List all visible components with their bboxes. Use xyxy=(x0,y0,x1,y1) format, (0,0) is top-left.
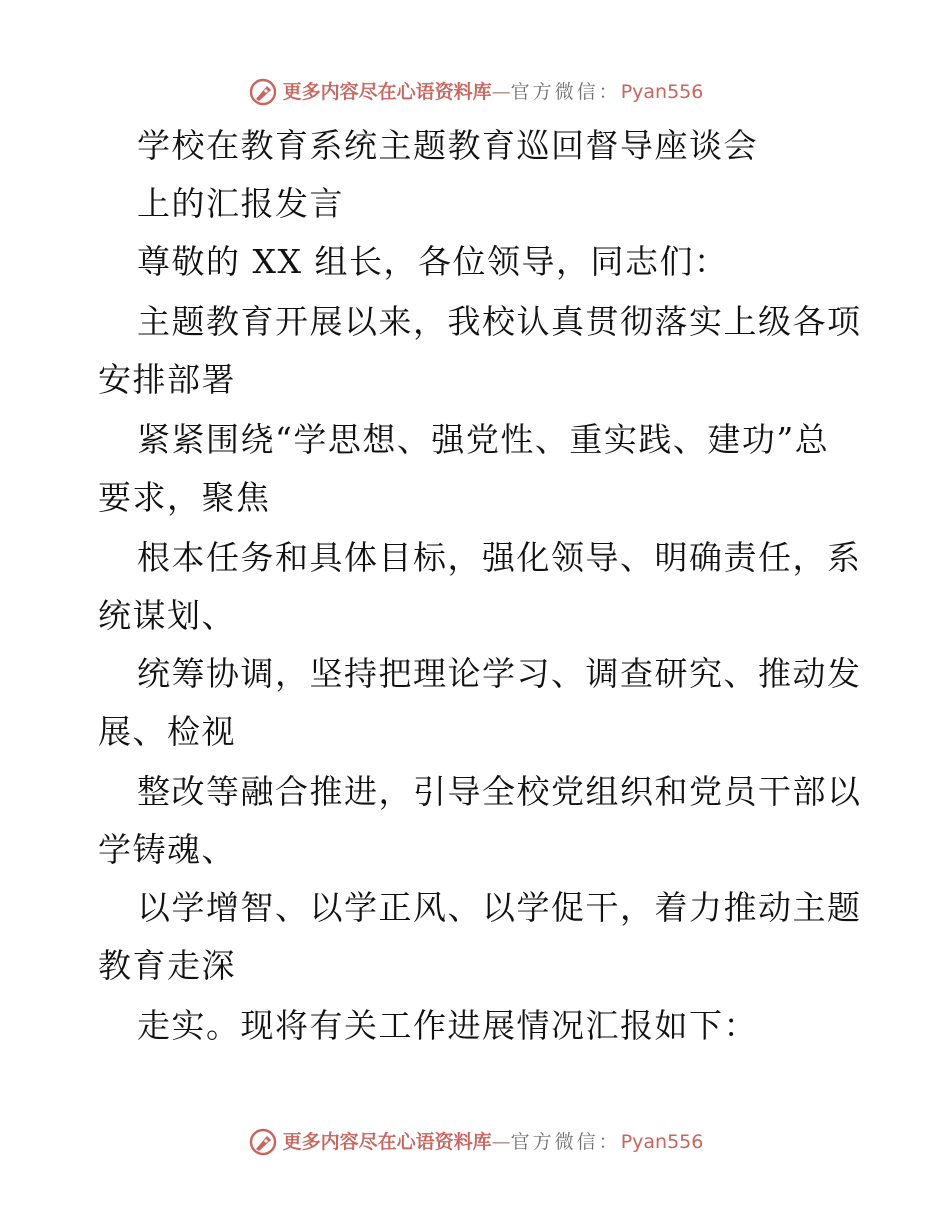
watermark-main-text: 更多内容尽在心语资料库 xyxy=(282,81,492,103)
document-title-line-2: 上的汇报发言 xyxy=(137,184,344,223)
watermark-dash: — xyxy=(491,81,511,103)
paragraph-line: 主题教育开展以来，我校认真贯彻落实上级各项 xyxy=(137,302,862,341)
header-watermark xyxy=(0,76,950,108)
document-title-line-1: 学校在教育系统主题教育巡回督导座谈会 xyxy=(137,126,758,165)
paragraph-line: 根本任务和具体目标，强化领导、明确责任，系 xyxy=(137,538,862,577)
paragraph-line: 学铸魂、 xyxy=(98,830,236,869)
paragraph-line: 统筹协调，坚持把理论学习、调查研究、推动发 xyxy=(137,654,862,693)
watermark-wechat-id: Pyan556 xyxy=(620,81,704,103)
watermark-sub-text: 官方微信： xyxy=(510,1131,621,1153)
watermark-dash: — xyxy=(491,1131,511,1153)
salutation: 尊敬的 XX 组长，各位领导，同志们： xyxy=(137,242,729,281)
watermark-main-text: 更多内容尽在心语资料库 xyxy=(282,1131,492,1153)
paragraph-line: 走实。现将有关工作进展情况汇报如下： xyxy=(137,1006,758,1045)
paragraph-line: 紧紧围绕“学思想、强党性、重实践、建功”总 xyxy=(137,420,830,459)
paragraph-line: 教育走深 xyxy=(98,946,236,985)
footer-watermark xyxy=(0,1126,950,1158)
paragraph-line: 展、检视 xyxy=(98,712,236,751)
watermark-sub-text: 官方微信： xyxy=(510,81,621,103)
paragraph-line: 统谋划、 xyxy=(98,596,236,635)
paragraph-line: 安排部署 xyxy=(98,360,236,399)
pen-nib-circle-icon xyxy=(247,1126,279,1158)
paragraph-line: 整改等融合推进，引导全校党组织和党员干部以 xyxy=(137,772,862,811)
pen-nib-circle-icon xyxy=(247,76,279,108)
paragraph-line: 以学增智、以学正风、以学促干，着力推动主题 xyxy=(137,888,862,927)
watermark-wechat-id: Pyan556 xyxy=(620,1131,704,1153)
paragraph-line: 要求，聚焦 xyxy=(98,478,271,517)
